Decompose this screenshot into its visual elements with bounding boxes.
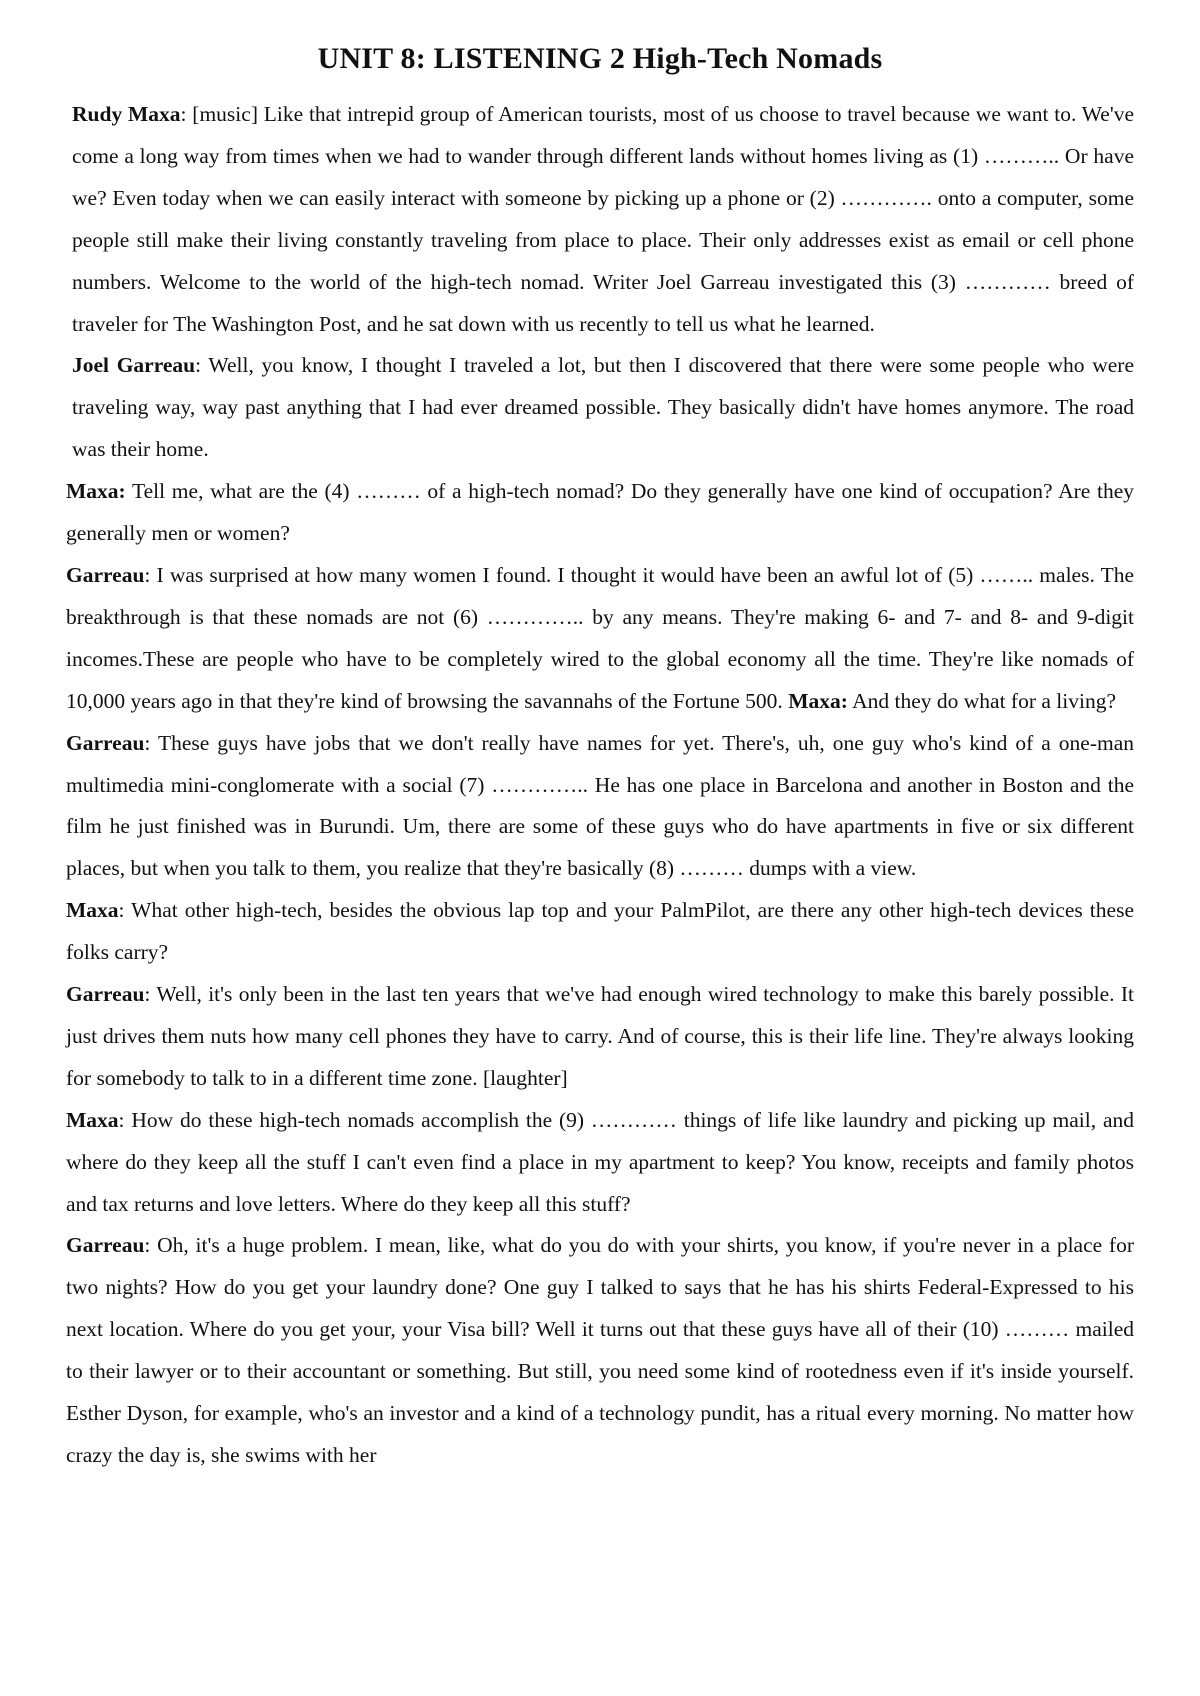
paragraph-text: I was surprised at how many women I found. I thought it would have been an awful lot of (5) …….. males. The breakthrough is that these nomads are not (6) ………….. by any means. They're making 6- and 7- and 8- and 9-digit incomes.These are people who have to be completely wired to the global economy all the time. They're like nomads of 10,000 years ago in that they're kind of browsing the savannahs of the Fortune 500. bbox=[66, 562, 1134, 713]
speaker-separator: : bbox=[118, 898, 125, 923]
paragraph-maxa-question-1 bbox=[66, 471, 1134, 555]
speaker-label-inline: Maxa: bbox=[788, 688, 848, 713]
paragraph-text: Oh, it's a huge problem. I mean, like, what do you do with your shirts, you know, if you're never in a place for two nights? How do you get your laundry done? One guy I talked to says that he has his shirts Federal-Expressed to his next location. Where do you get your, your Visa bill? Well it turns out that these guys have all of their (10) ……… mailed to their lawyer or to their accountant or something. But still, you need some kind of rootedness even if it's inside yourself. Esther Dyson, for example, who's an investor and a kind of a technology pundit, has a ritual every morning. No matter how crazy the day is, she swims with her bbox=[66, 1233, 1134, 1467]
paragraph-text-inline: And they do what for a living? bbox=[847, 688, 1116, 713]
speaker-label: Joel Garreau bbox=[72, 353, 196, 378]
speaker-label: Rudy Maxa bbox=[72, 102, 181, 126]
paragraph-maxa-question-3 bbox=[66, 1100, 1134, 1226]
speaker-label: Garreau bbox=[66, 562, 145, 587]
transcript-body bbox=[66, 94, 1134, 1477]
speaker-separator: : bbox=[180, 102, 187, 126]
paragraph-garreau-answer-3 bbox=[66, 974, 1134, 1100]
page-title: UNIT 8: LISTENING 2 High-Tech Nomads bbox=[317, 42, 883, 75]
speaker-separator: : bbox=[195, 353, 202, 378]
paragraph-maxa-question-2 bbox=[66, 890, 1134, 974]
speaker-label: Garreau bbox=[66, 982, 145, 1007]
paragraph-text: Well, it's only been in the last ten years that we've had enough wired technology to make this barely possible. It just drives them nuts how many cell phones they have to carry. And of course, this is their life line. They're always looking for somebody to talk to in a different time zone. [laughter] bbox=[66, 982, 1134, 1090]
speaker-separator: : bbox=[144, 982, 151, 1007]
speaker-label: Maxa bbox=[66, 898, 119, 923]
speaker-separator: : bbox=[118, 1107, 125, 1132]
paragraph-garreau-answer-4 bbox=[66, 1225, 1134, 1476]
speaker-separator: : bbox=[144, 562, 151, 587]
speaker-label: Maxa: bbox=[66, 479, 126, 504]
paragraph-text: These guys have jobs that we don't really have names for yet. There's, uh, one guy who's kind of a one-man multimedia mini-conglomerate with a social (7) ………….. He has one place in Barcelona and another in Boston and the film he just finished was in Burundi. Um, there are some of these guys who do have apartments in five or six different places, but when you talk to them, you realize that they're basically (8) ……… dumps with a view. bbox=[66, 730, 1134, 881]
paragraph-joel-garreau bbox=[66, 345, 1134, 471]
paragraph-text: [music] Like that intrepid group of American tourists, most of us choose to travel because we want to. We've come a long way from times when we had to wander through different lands without homes living as (1) ……….. Or have we? Even today when we can easily interact with someone by picking up a phone or (2) …………. onto a computer, some people still make their living constantly traveling from place to place. Their only addresses exist as email or cell phone numbers. Welcome to the world of the high-tech nomad. Writer Joel Garreau investigated this (3) ………… breed of traveler for The Washington Post, and he sat down with us recently to tell us what he learned. bbox=[72, 102, 1135, 336]
paragraph-rudy-maxa-intro bbox=[66, 94, 1134, 345]
paragraph-garreau-answer-2 bbox=[66, 723, 1134, 891]
speaker-label: Maxa bbox=[66, 1107, 119, 1132]
paragraph-text: How do these high-tech nomads accomplish the (9) ………… things of life like laundry and picking up mail, and where do they keep all the stuff I can't even find a place in my apartment to keep? You know, receipts and family photos and tax returns and love letters. Where do they keep all this stuff? bbox=[66, 1107, 1134, 1216]
paragraph-text: What other high-tech, besides the obvious lap top and your PalmPilot, are there any other high-tech devices these folks carry? bbox=[66, 898, 1134, 965]
paragraph-garreau-answer-1 bbox=[66, 555, 1134, 723]
speaker-label: Garreau bbox=[66, 1233, 145, 1258]
paragraph-text: Well, you know, I thought I traveled a lot, but then I discovered that there were some people who were traveling way, way past anything that I had ever dreamed possible. They basically didn't have homes anymore. The road was their home. bbox=[72, 353, 1134, 462]
paragraph-text: Tell me, what are the (4) ……… of a high-tech nomad? Do they generally have one kind of occupation? Are they generally men or women? bbox=[66, 479, 1134, 546]
speaker-separator: : bbox=[144, 730, 151, 755]
speaker-label: Garreau bbox=[66, 730, 145, 755]
speaker-separator: : bbox=[144, 1233, 151, 1258]
